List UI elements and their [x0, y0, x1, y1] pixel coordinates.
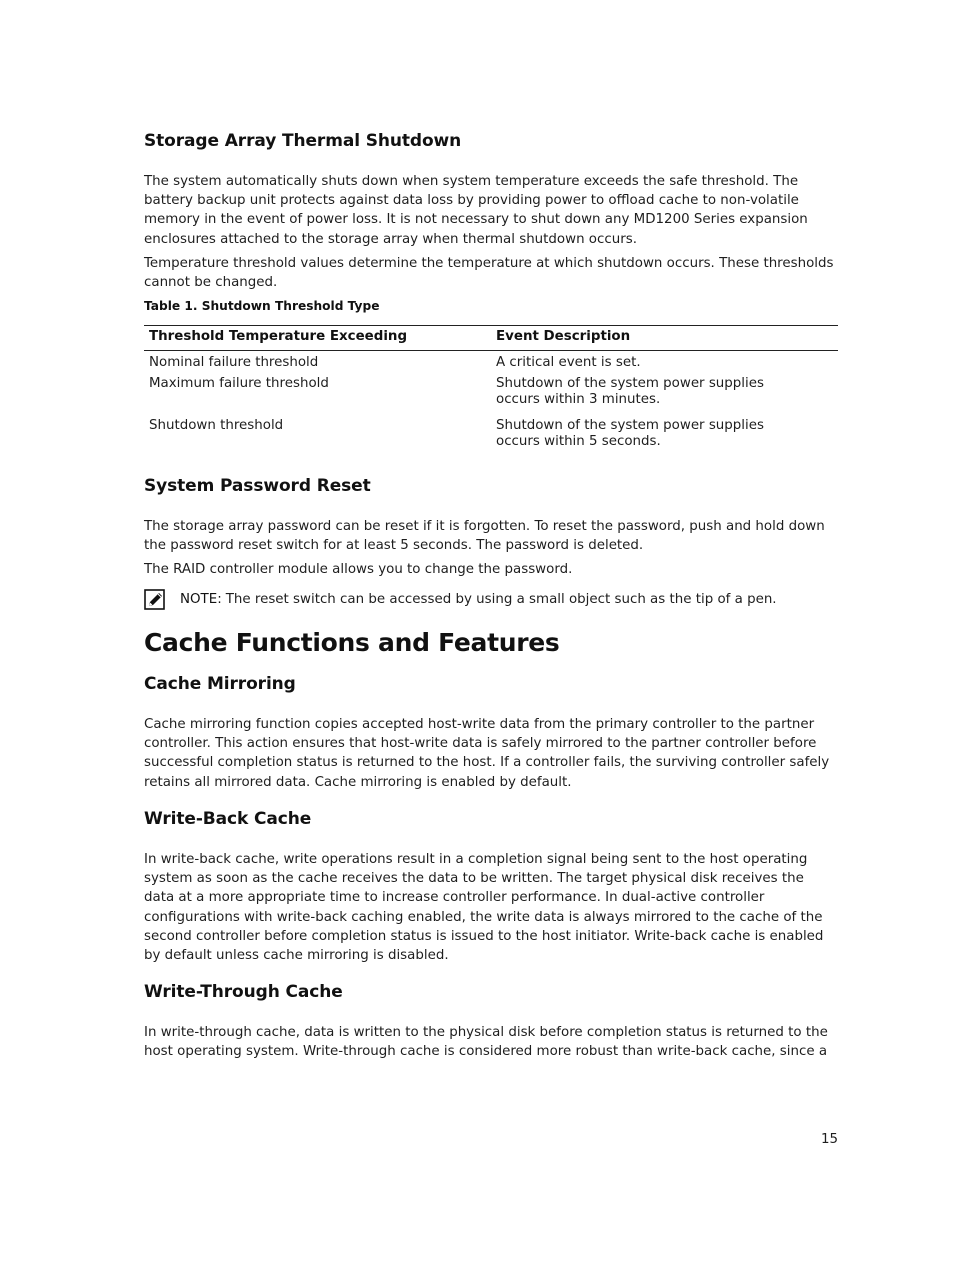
- table-cell: Nominal failure threshold: [149, 355, 319, 370]
- table-cell: Maximum failure threshold: [149, 376, 329, 391]
- table-header-threshold: Threshold Temperature Exceeding: [144, 326, 491, 351]
- threshold-table-wrapper: [144, 325, 838, 450]
- table-cell: Shutdown threshold: [149, 418, 284, 433]
- write-through-paragraph: In write-through cache, data is written to the physical disk before completion status is returned to the host operating system. Write-through cache is considered more robust than write-back cache, since a: [144, 1025, 828, 1060]
- table-caption: Table 1. Shutdown Threshold Type: [144, 299, 380, 313]
- table-row: [144, 418, 838, 450]
- pencil-note-icon: [144, 589, 166, 611]
- table-row: [144, 351, 838, 377]
- threshold-table: [144, 325, 838, 450]
- mirroring-paragraph: Cache mirroring function copies accepted host-write data from the primary controller to the partner controller. This action ensures that host-write data is safely mirrored to the partner controller before successful completion status is returned to the host. If a controller fails, the surviving controller safely retains all mirrored data. Cache mirroring is enabled by default.: [144, 717, 830, 790]
- page-number: 15: [820, 1132, 838, 1147]
- note-text: The reset switch can be accessed by using a small object such as the tip of a pen.: [225, 592, 777, 607]
- table-cell: Shutdown of the system power supplies occurs within 5 seconds.: [496, 418, 764, 449]
- table-header-row: [144, 326, 838, 351]
- table-cell: A critical event is set.: [496, 355, 641, 370]
- section-title-cache-mirroring: Cache Mirroring: [144, 674, 296, 694]
- note-box: [144, 590, 838, 611]
- section-title-write-back: Write-Back Cache: [144, 809, 312, 829]
- section-title-password-reset: System Password Reset: [144, 476, 371, 496]
- table-row: [144, 376, 838, 418]
- password-paragraph-1: The storage array password can be reset if it is forgotten. To reset the password, push and hold down the password reset switch for at least 5 seconds. The password is deleted.: [144, 519, 825, 554]
- chapter-title-cache-functions: Cache Functions and Features: [144, 628, 560, 657]
- table-header-event: Event Description: [491, 326, 838, 351]
- thermal-paragraph-2: Temperature threshold values determine the temperature at which shutdown occurs. These thresholds cannot be changed.: [144, 256, 834, 291]
- note-label: NOTE:: [180, 592, 222, 607]
- section-title-write-through: Write-Through Cache: [144, 982, 343, 1002]
- section-title-thermal-shutdown: Storage Array Thermal Shutdown: [144, 131, 462, 151]
- thermal-paragraph-1: The system automatically shuts down when system temperature exceeds the safe threshold. The battery backup unit protects against data loss by providing power to offload cache to non-volatile memory in the event of power loss. It is not necessary to shut down any MD1200 Series expansion enclosures attached to the storage array when thermal shutdown occurs.: [144, 174, 808, 247]
- table-cell: Shutdown of the system power supplies occurs within 3 minutes.: [496, 376, 764, 407]
- password-paragraph-2: The RAID controller module allows you to change the password.: [144, 562, 573, 577]
- write-back-paragraph: In write-back cache, write operations result in a completion signal being sent to the host operating system as soon as the cache receives the data to be written. The target physical disk receives the data at a more appropriate time to increase controller performance. In dual-active controller configurations with write-back caching enabled, the write data is always mirrored to the cache of the second controller before completion status is issued to the host initiator. Write-back cache is enabled by default unless cache mirroring is disabled.: [144, 852, 824, 964]
